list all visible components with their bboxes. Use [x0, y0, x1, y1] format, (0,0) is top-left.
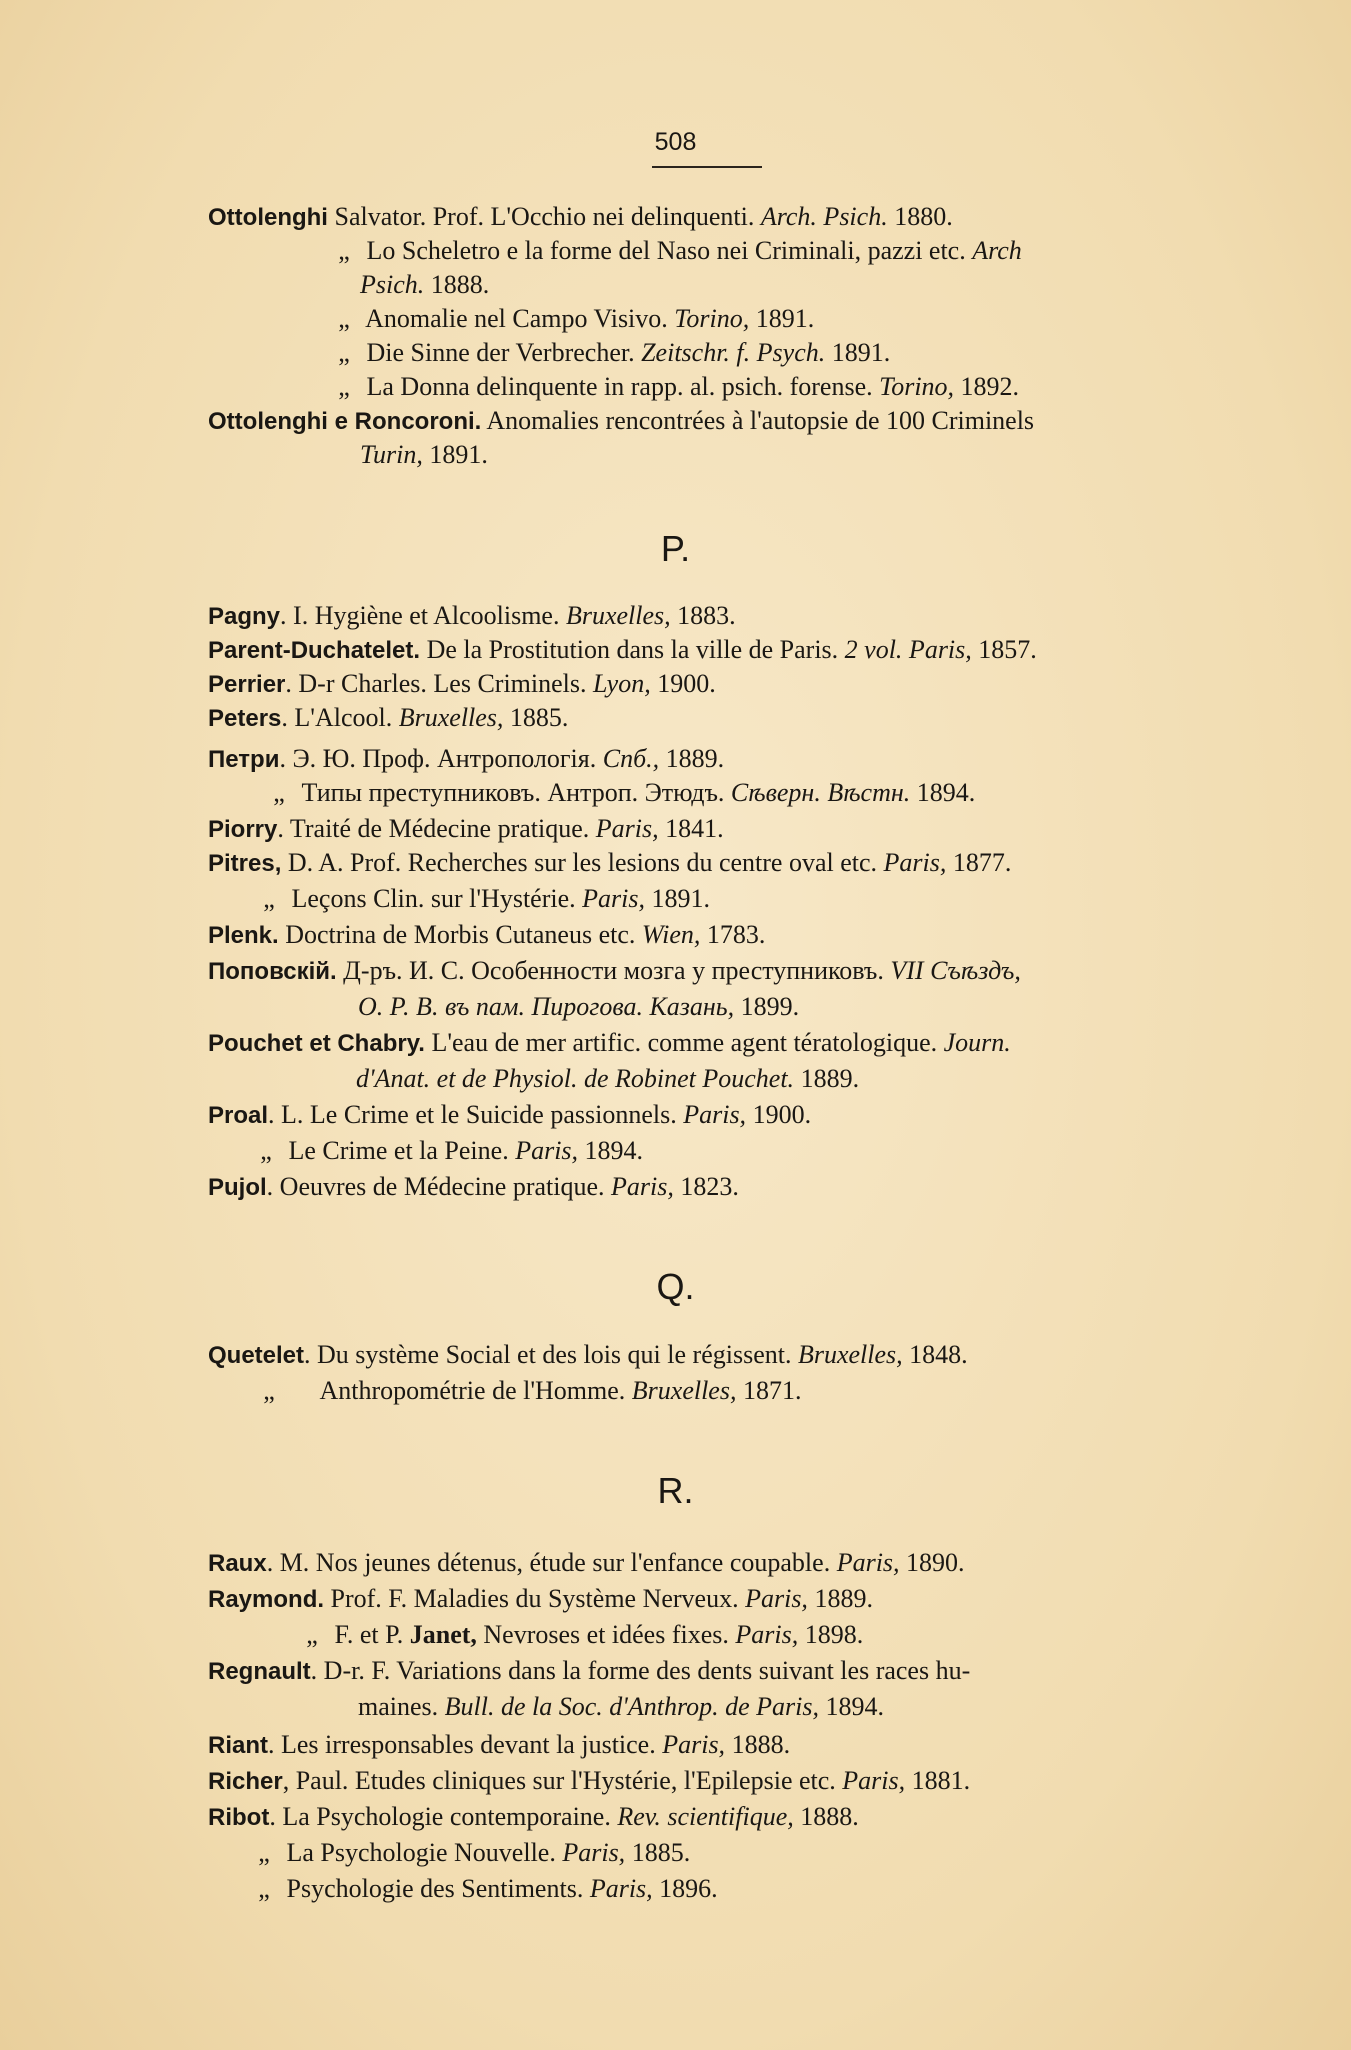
entry-text: . Traité de Médecine pratique. [277, 814, 596, 843]
ditto-mark: „ [338, 372, 350, 401]
author-name: Parent-Duchatelet. [208, 637, 421, 664]
entry-pitres [208, 846, 1011, 881]
entry-perrier [208, 667, 716, 702]
entry-peters [208, 701, 568, 736]
entry-source: Bruxelles, [565, 601, 671, 630]
entry-source: Rev. scientifique, [617, 1802, 794, 1831]
entry-source: Paris, [662, 1730, 726, 1759]
entry-text: . Du système Social et des lois qui le régissent. [304, 1340, 798, 1369]
entry-continuation [356, 1062, 859, 1096]
entry-text: La Donna delinquente in rapp. al. psich. forense. [366, 372, 880, 401]
entry-source: VII Съѣздъ, [890, 956, 1021, 985]
section-heading-q: Q. [656, 1266, 695, 1307]
ditto-mark: „ [260, 1136, 272, 1165]
ditto-mark: „ [306, 1620, 318, 1649]
ditto-mark: „ [258, 1838, 270, 1867]
entry-text: . D-r Charles. Les Criminels. [285, 669, 593, 698]
entry-quetelet [208, 1338, 968, 1373]
entry-ottolenghi-3 [328, 302, 814, 336]
author-name: Pitres, [208, 850, 282, 877]
entry-year: 1848. [902, 1340, 968, 1369]
ditto-mark: „ [263, 884, 275, 913]
entry-raymond [208, 1582, 873, 1617]
entry-piorry [208, 812, 724, 847]
entry-source: Paris, [515, 1136, 579, 1165]
entry-petri [208, 742, 724, 777]
entry-text: Anthropométrie de l'Homme. [319, 1376, 632, 1405]
entry-year: 1841. [658, 814, 724, 843]
entry-text: Anomalie nel Campo Visivo. [365, 304, 675, 333]
entry-petri-2 [263, 776, 975, 810]
entry-text: Типы преступниковъ. Антроп. Этюдъ. [301, 778, 731, 807]
entry-text: . Les irresponsables devant la justice. [268, 1730, 663, 1759]
entry-year: 1892. [954, 372, 1020, 401]
entry-pouchet-chabry [208, 1026, 1011, 1061]
entry-source: Bruxelles, [797, 1340, 903, 1369]
entry-year: 1857. [971, 635, 1037, 664]
author-name: Plenk. [208, 922, 279, 949]
section-heading-r: R. [657, 1470, 694, 1511]
coauthor-name: Janet, [409, 1620, 477, 1649]
entry-continuation [360, 268, 489, 302]
entry-text: Le Crime et la Peine. [288, 1136, 516, 1165]
entry-text: La Psychologie Nouvelle. [286, 1838, 563, 1867]
entry-source: Journ. [943, 1028, 1011, 1057]
entry-source: Bull. de la Soc. d'Anthrop. de Paris, [444, 1692, 819, 1721]
author-name: Ottolenghi e Roncoroni. [208, 408, 482, 435]
entry-text: . Э. Ю. Проф. Антропологія. [279, 744, 603, 773]
entry-ottolenghi-4 [328, 336, 890, 370]
entry-text: Psychologie des Sentiments. [286, 1874, 590, 1903]
entry-text: F. et P. [334, 1620, 410, 1649]
entry-year: 1896. [652, 1874, 718, 1903]
entry-source: Paris, [582, 884, 645, 913]
entry-text: . M. Nos jeunes détenus, étude sur l'enfance coupable. [266, 1548, 837, 1577]
entry-year: 1888. [424, 270, 490, 299]
author-name: Piorry [208, 816, 278, 843]
entry-text: . La Psychologie contemporaine. [269, 1802, 618, 1831]
entry-year: 1889. [807, 1584, 873, 1613]
ditto-mark: „ [273, 778, 285, 807]
entry-plenk [208, 918, 765, 953]
entry-parent-duchatelet [208, 633, 1037, 668]
entry-proal [208, 1098, 811, 1133]
ditto-mark: „ [338, 304, 350, 333]
entry-year: 1871. [736, 1376, 802, 1405]
entry-ottolenghi-roncoroni [208, 404, 1034, 439]
entry-proal-2 [250, 1134, 643, 1168]
entry-text: Die Sinne der Verbrecher. [366, 338, 642, 367]
entry-continuation [358, 1690, 884, 1724]
entry-ottolenghi [208, 200, 953, 235]
author-name: Ottolenghi [208, 204, 328, 231]
entry-ribot-2 [248, 1836, 690, 1870]
entry-continuation [358, 990, 799, 1024]
entry-text: De la Prostitution dans la ville de Paris. [420, 635, 845, 664]
entry-pitres-2 [253, 882, 710, 916]
entry-quetelet-2 [253, 1374, 801, 1408]
entry-text: Anomalies rencontrées à l'autopsie de 100 Criminels [481, 406, 1035, 435]
entry-source: 2 vol. Paris, [844, 635, 972, 664]
entry-source: Wien, [641, 920, 701, 949]
entry-source: О. Р. В. въ пам. Пирогова. Казань, [358, 992, 735, 1021]
entry-ribot-3 [248, 1872, 718, 1906]
entry-text: Prof. F. Maladies du Système Nerveux. [324, 1584, 746, 1613]
author-name: Richer [208, 1768, 283, 1795]
entry-text: Nevroses et idées fixes. [476, 1620, 736, 1649]
author-name: Regnault [208, 1658, 311, 1685]
entry-text: L'eau de mer artific. comme agent tératologique. [424, 1028, 944, 1057]
entry-ottolenghi-2 [328, 234, 1022, 268]
entry-source: Paris, [683, 1100, 747, 1129]
entry-source: Paris, [842, 1766, 906, 1795]
entry-source: Torino, [879, 372, 955, 401]
entry-year: 1889. [794, 1064, 860, 1093]
entry-popovsky [208, 954, 1021, 989]
author-name: Proal [208, 1102, 269, 1129]
entry-raymond-2 [296, 1618, 863, 1652]
entry-ottolenghi-5 [328, 370, 1019, 404]
entry-ribot [208, 1800, 859, 1835]
entry-source: Сѣверн. Вѣстн. [730, 778, 911, 807]
entry-year: 1891. [749, 304, 815, 333]
entry-source: d'Anat. et de Physiol. de Robinet Pouchet. [356, 1064, 795, 1093]
entry-raux [208, 1546, 965, 1581]
entry-source: Paris, [562, 1838, 626, 1867]
ditto-mark: „ [263, 1376, 275, 1405]
entry-year: 1891. [422, 440, 488, 469]
entry-year: 1894. [910, 778, 976, 807]
entry-source: Lyon, [593, 669, 651, 698]
entry-continuation [360, 438, 488, 472]
entry-source: Bruxelles, [631, 1376, 737, 1405]
ditto-mark: „ [338, 338, 350, 367]
entry-text: Д-ръ. И. С. Особенности мозга у преступниковъ. [336, 956, 891, 985]
entry-text: maines. [358, 1692, 445, 1721]
page-number-rule [652, 166, 762, 168]
entry-text: Doctrina de Morbis Cutaneus etc. [278, 920, 642, 949]
entry-year: 1894. [819, 1692, 884, 1721]
entry-source: Спб., [602, 744, 660, 773]
entry-source: Paris, [595, 814, 659, 843]
author-name: Pouchet et Chabry. [208, 1030, 425, 1057]
entry-year: 1880. [887, 202, 953, 231]
entry-source: Paris, [611, 1172, 674, 1201]
entry-source: Paris, [745, 1584, 808, 1613]
entry-text: . Oeuvres de Médecine pratique. [266, 1172, 612, 1201]
author-name: Perrier [208, 671, 286, 698]
entry-source: Paris, [589, 1874, 653, 1903]
entry-year: 1899. [734, 992, 800, 1021]
entry-text: Lo Scheletro e la forme del Naso nei Criminali, pazzi etc. [366, 236, 973, 265]
entry-year: 1823. [673, 1172, 739, 1201]
author-name: Pagny [208, 603, 281, 630]
entry-pujol [208, 1170, 739, 1205]
author-name: Quetelet [208, 1342, 305, 1369]
entry-source: Bruxelles, [398, 703, 504, 732]
entry-year: 1894. [578, 1136, 644, 1165]
section-heading-p: P. [660, 528, 691, 569]
entry-text: Leçons Clin. sur l'Hystérie. [291, 884, 583, 913]
entry-text: Salvator. Prof. L'Occhio nei delinquenti. [334, 202, 761, 231]
entry-text: . L. Le Crime et le Suicide passionnels. [268, 1100, 684, 1129]
entry-source: Turin, [360, 440, 423, 469]
entry-year: 1890. [899, 1548, 965, 1577]
entry-riant [208, 1728, 790, 1763]
author-name: Ribot [208, 1804, 270, 1831]
author-name: Raymond. [208, 1586, 325, 1613]
entry-year: 1881. [905, 1766, 971, 1795]
entry-year: 1891. [825, 338, 891, 367]
author-name: Riant [208, 1732, 268, 1759]
entry-year: 1883. [670, 601, 736, 630]
entry-text: . I. Hygiène et Alcoolisme. [280, 601, 566, 630]
page-number: 508 [654, 128, 697, 156]
entry-year: 1898. [798, 1620, 864, 1649]
author-name: Peters [208, 705, 282, 732]
entry-source: Arch. Psich. [760, 202, 888, 231]
entry-source: Torino, [674, 304, 750, 333]
entry-year: 1885. [625, 1838, 691, 1867]
ditto-mark: „ [338, 236, 350, 265]
entry-pagny [208, 599, 736, 634]
entry-source: Paris, [836, 1548, 900, 1577]
entry-text: D. A. Prof. Recherches sur les lesions du centre oval etc. [281, 848, 884, 877]
entry-year: 1889. [659, 744, 725, 773]
entry-year: 1885. [503, 703, 569, 732]
entry-text: , Paul. Etudes cliniques sur l'Hystérie, l'Epilepsie etc. [282, 1766, 843, 1795]
author-name: Raux [208, 1550, 267, 1577]
author-name: Pujol [208, 1174, 267, 1201]
entry-source: Paris, [735, 1620, 799, 1649]
ditto-mark: „ [258, 1874, 270, 1903]
author-name: Поповскій. [208, 958, 337, 985]
entry-year: 1783. [700, 920, 766, 949]
entry-regnault [208, 1654, 970, 1689]
entry-text: . L'Alcool. [281, 703, 399, 732]
author-name: Петри [208, 746, 280, 773]
entry-year: 1891. [644, 884, 710, 913]
entry-year: 1888. [725, 1730, 791, 1759]
entry-source: Psich. [360, 270, 425, 299]
entry-source: Paris, [883, 848, 947, 877]
entry-richer [208, 1764, 970, 1799]
entry-year: 1900. [650, 669, 716, 698]
entry-source: Arch [972, 236, 1022, 265]
entry-year: 1877. [946, 848, 1012, 877]
entry-year: 1888. [793, 1802, 859, 1831]
entry-text: . D-r. F. Variations dans la forme des dents suivant les races hu- [310, 1656, 971, 1685]
entry-year: 1900. [746, 1100, 812, 1129]
entry-source: Zeitschr. f. Psych. [641, 338, 826, 367]
